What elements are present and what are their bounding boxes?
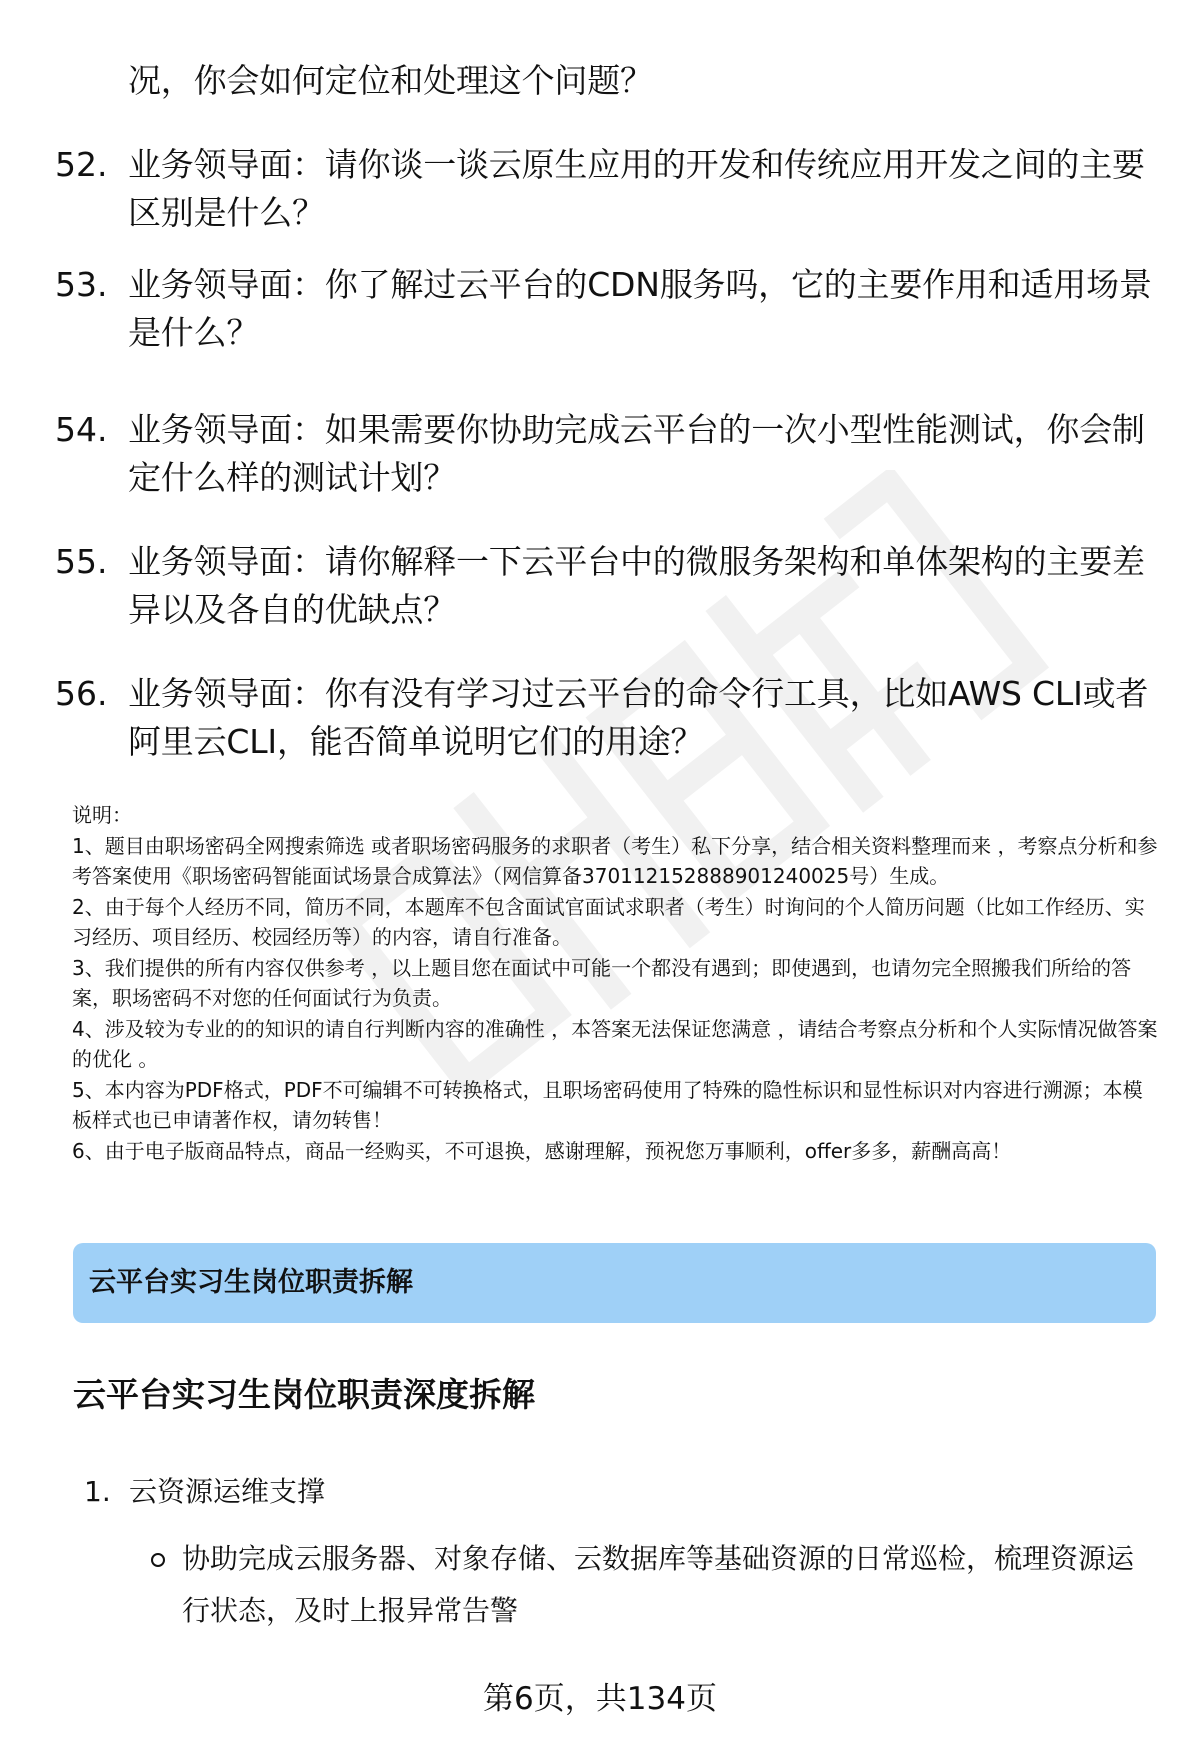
question-number: 54. <box>55 410 108 449</box>
notes-item: 2、由于每个人经历不同，简历不同，本题库不包含面试官面试求职者（考生）时询问的个人简历问题（比如工作经历、实习经历、项目经历、校园经历等）的内容，请自行准备。 <box>72 894 1145 949</box>
notes-item: 6、由于电子版商品特点，商品一经购买，不可退换，感谢理解，预祝您万事顺利，offer多多，薪酬高高！ <box>72 1138 1012 1163</box>
notes-item: 3、我们提供的所有内容仅供参考 ，以上题目您在面试中可能一个都没有遇到；即使遇到，也请勿完全照搬我们所给的答案，职场密码不对您的任何面试行为负责。 <box>72 955 1132 1010</box>
question-56 <box>55 670 1165 766</box>
banner-title: 云平台实习生岗位职责拆解 <box>89 1267 413 1298</box>
question-text: 业务领导面：请你解释一下云平台中的微服务架构和单体架构的主要差异以及各自的优缺点？ <box>128 542 1145 629</box>
question-52 <box>55 141 1165 237</box>
question-text: 业务领导面：如果需要你协助完成云平台的一次小型性能测试，你会制定什么样的测试计划？ <box>128 410 1145 497</box>
question-continuation <box>55 57 1165 105</box>
notes-item: 5、本内容为PDF格式，PDF不可编辑不可转换格式，且职场密码使用了特殊的隐性标识和显性标识对内容进行溯源；本模板样式也已申请著作权，请勿转售！ <box>72 1077 1143 1132</box>
notes-item: 4、涉及较为专业的的知识的请自行判断内容的准确性 ，本答案无法保证您满意 ，请结合考察点分析和个人实际情况做答案的优化 。 <box>72 1016 1158 1071</box>
question-text: 业务领导面：你有没有学习过云平台的命令行工具，比如AWS CLI或者阿里云CLI，能否简单说明它们的用途？ <box>128 674 1149 761</box>
question-number: 56. <box>55 674 108 713</box>
duty-title: 云资源运维支撑 <box>129 1475 326 1508</box>
duty-bullet-text: 协助完成云服务器、对象存储、云数据库等基础资源的日常巡检，梳理资源运行状态，及时上报异常告警 <box>182 1542 1135 1627</box>
question-number: 52. <box>55 145 108 184</box>
question-text: 况，你会如何定位和处理这个问题？ <box>128 61 653 100</box>
notes-item: 1、题目由职场密码全网搜索筛选 或者职场密码服务的求职者（考生）私下分享，结合相关资料整理而来 ，考察点分析和参考答案使用《职场密码智能面试场景合成算法》（网信算备370112152888901240025号）生成。 <box>72 833 1158 888</box>
duty-item <box>84 1471 325 1513</box>
question-number: 53. <box>55 265 108 304</box>
question-text: 业务领导面：请你谈一谈云原生应用的开发和传统应用开发之间的主要区别是什么？ <box>128 145 1145 232</box>
page-footer: 第6页，共134页 <box>483 1681 717 1717</box>
section-heading: 云平台实习生岗位职责深度拆解 <box>73 1375 535 1414</box>
question-54 <box>55 406 1165 502</box>
notes-heading: 说明： <box>72 803 132 827</box>
disclaimer-notes <box>72 800 1162 1166</box>
question-53 <box>55 261 1165 357</box>
question-text: 业务领导面：你了解过云平台的CDN服务吗，它的主要作用和适用场景是什么？ <box>128 265 1152 352</box>
question-55 <box>55 538 1165 634</box>
question-number: 55. <box>55 542 108 581</box>
duty-bullet <box>148 1533 1148 1637</box>
hollow-bullet-icon <box>151 1553 165 1567</box>
duty-number: 1. <box>84 1475 111 1508</box>
section-banner <box>73 1243 1156 1323</box>
